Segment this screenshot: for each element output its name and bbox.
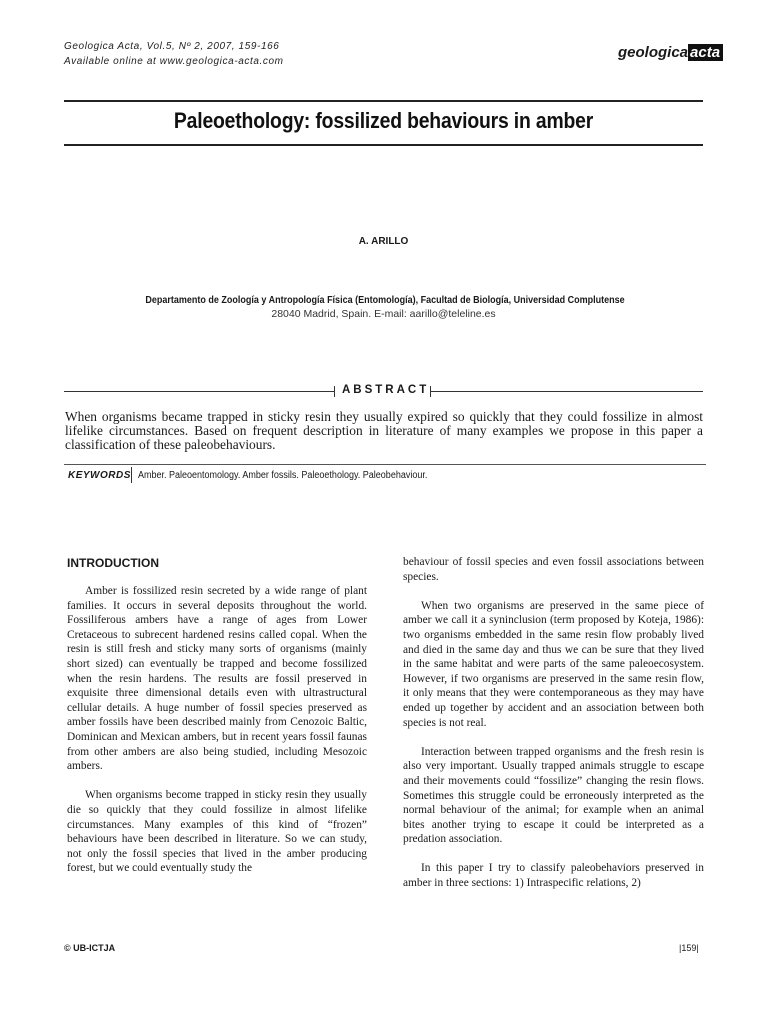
abstract-rule-right bbox=[431, 391, 703, 392]
abstract-text: When organisms became trapped in sticky resin they usually expired so quickly that they could fossilize in almost lifelike circumstances. Based on frequent description in literature of many examples we propose in this paper a classification of these paleobehaviours. bbox=[65, 409, 703, 452]
abstract-rule-left bbox=[64, 391, 334, 392]
paragraph: In this paper I try to classify paleobehaviors preserved in amber in three sections: 1) Intraspecific relations, 2) bbox=[403, 862, 704, 890]
copyright-notice: © UB-ICTJA bbox=[64, 943, 116, 953]
journal-volume-line: Geologica Acta, Vol.5, Nº 2, 2007, 159-166 bbox=[64, 41, 280, 52]
body-column-right bbox=[403, 555, 704, 891]
journal-url-line: Available online at www.geologica-acta.com bbox=[64, 55, 284, 67]
page-number: |159| bbox=[679, 943, 699, 953]
paragraph: behaviour of fossil species and even fossil associations between species. bbox=[403, 556, 704, 583]
keywords-rule bbox=[64, 464, 706, 465]
logo-text-geologica: geologica bbox=[618, 44, 689, 61]
abstract-heading: ABSTRACT bbox=[342, 384, 430, 396]
section-heading-introduction: INTRODUCTION bbox=[67, 556, 159, 570]
journal-citation bbox=[64, 40, 284, 69]
author-address: 28040 Madrid, Spain. E-mail: aarillo@teleline.es bbox=[271, 308, 496, 320]
paragraph: When organisms become trapped in sticky resin they usually die so quickly that they could fossilize in almost lifelike circumstances. Many examples of this kind of “frozen” behaviours have been described in literature. So we can study, not only the fossil species that lived in the amber producing forest, but we could eventually study the bbox=[67, 789, 367, 875]
author-name: A. ARILLO bbox=[358, 236, 409, 247]
title-top-rule bbox=[64, 100, 703, 102]
author-affiliation: Departamento de Zoología y Antropología Física (Entomología), Facultad de Biología, Universidad Complutense bbox=[145, 295, 625, 306]
title-bottom-rule bbox=[64, 144, 703, 146]
keywords-separator bbox=[131, 467, 132, 483]
logo-text-acta: acta bbox=[688, 44, 723, 61]
body-column-left bbox=[67, 584, 367, 876]
journal-logo bbox=[618, 44, 723, 61]
abstract-tick-left bbox=[334, 386, 335, 397]
article-title: Paleoethology: fossilized behaviours in amber bbox=[173, 108, 594, 133]
keywords-label: KEYWORDS bbox=[68, 470, 131, 481]
paragraph: Amber is fossilized resin secreted by a wide range of plant families. It occurs in several deposits throughout the world. Fossiliferous ambers have a range of ages from Lower Cretaceous to subrecent hardened resins called copal. When the resin is still fresh and sticky many sorts of organisms (mainly short sized) can eventually be trapped and become fossilized when the resin hardens. The results are fossil preserved in exquisite three dimensional details even with ultrastructural cellular details. A huge number of fossil species preserved as amber fossils have been described mainly from Cenozoic Baltic, Dominican and Mexican ambers, but in recent years fossil faunas from other ambers are also being studied, including Mesozoic ambers. bbox=[67, 585, 367, 773]
keywords-list: Amber. Paleoentomology. Amber fossils. Paleoethology. Paleobehaviour. bbox=[138, 470, 428, 481]
paragraph: When two organisms are preserved in the same piece of amber we call it a syninclusion (term proposed by Koteja, 1986): two organisms embedded in the same resin flow probably lived and died in the same day and thus we can be sure that they lived in the same habitat and were parts of the same paleoecosystem. However, if two organisms are preserved in the same resin flow, it only means that they were contemporaneous as they may have ended up together by accident and an association between both species is not real. bbox=[403, 599, 704, 729]
paragraph: Interaction between trapped organisms and the fresh resin is also very important. Usually trapped animals struggle to escape and their movements could “fossilize” changing the resin flows. Sometimes this struggle could be erroneously interpreted as the normal behaviour of the animal; for example when an animal bites another trying to escape it could be interpreted as a predation association. bbox=[403, 745, 704, 846]
